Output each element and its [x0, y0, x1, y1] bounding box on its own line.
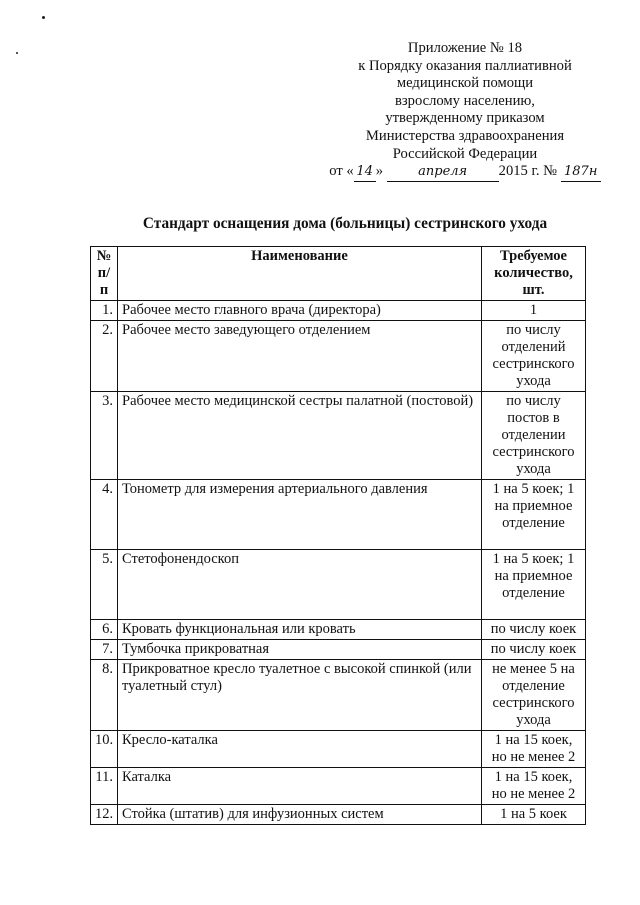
table-row — [91, 392, 586, 480]
date-year: 2015 г. № — [498, 163, 558, 180]
row-number: 11. — [91, 768, 118, 805]
table-row — [91, 620, 586, 640]
item-name: Рабочее место главного врача (директора) — [118, 301, 482, 321]
table-row — [91, 301, 586, 321]
item-quantity: 1 на 5 коек; 1 на приемное отделение — [482, 550, 586, 620]
row-number: 1. — [91, 301, 118, 321]
table-row — [91, 321, 586, 392]
table-row — [91, 660, 586, 731]
item-quantity: 1 — [482, 301, 586, 321]
equipment-table — [90, 246, 586, 825]
appendix-line: Приложение № 18 — [407, 40, 523, 56]
item-name: Стетофонендоскоп — [118, 550, 482, 620]
table-row — [91, 731, 586, 768]
item-quantity: 1 на 5 коек — [482, 805, 586, 825]
row-number: 10. — [91, 731, 118, 768]
item-name: Кровать функциональная или кровать — [118, 620, 482, 640]
item-name: Тонометр для измерения артериального давления — [118, 480, 482, 550]
row-number: 5. — [91, 550, 118, 620]
row-number: 4. — [91, 480, 118, 550]
item-name: Рабочее место заведующего отделением — [118, 321, 482, 392]
appendix-line: к Порядку оказания паллиативной — [358, 57, 572, 74]
table-row — [91, 480, 586, 550]
order-number: 187н — [561, 163, 601, 182]
table-row — [91, 640, 586, 660]
row-number: 7. — [91, 640, 118, 660]
row-number: 12. — [91, 805, 118, 825]
header-num: № п/п — [91, 247, 118, 301]
item-quantity: по числу постов в отделении сестринского ухода — [482, 392, 586, 480]
appendix-line: утвержденному приказом — [385, 110, 545, 127]
row-number: 8. — [91, 660, 118, 731]
item-quantity: по числу отделений сестринского ухода — [482, 321, 586, 392]
row-number: 6. — [91, 620, 118, 640]
appendix-line: взрослому населению, — [395, 92, 535, 109]
item-quantity: по числу коек — [482, 640, 586, 660]
row-number: 2. — [91, 321, 118, 392]
date-month: апреля — [387, 163, 499, 182]
item-name: Кресло-каталка — [118, 731, 482, 768]
item-quantity: 1 на 15 коек, но не менее 2 — [482, 768, 586, 805]
order-date-line — [320, 163, 610, 182]
header-name: Наименование — [118, 247, 482, 301]
appendix-header — [320, 40, 610, 182]
date-day: 14 — [354, 163, 376, 182]
table-row — [91, 805, 586, 825]
header-qty: Требуемое количество, шт. — [482, 247, 586, 301]
item-quantity: по числу коек — [482, 620, 586, 640]
row-number: 3. — [91, 392, 118, 480]
item-name: Прикроватное кресло туалетное с высокой спинкой (или туалетный стул) — [118, 660, 482, 731]
document-title: Стандарт оснащения дома (больницы) сестринского ухода — [142, 215, 548, 232]
table-header-row — [91, 247, 586, 301]
item-name: Каталка — [118, 768, 482, 805]
table-body — [91, 301, 586, 825]
date-mid: » — [375, 163, 383, 180]
appendix-line: Министерства здравоохранения — [365, 127, 565, 144]
appendix-line: медицинской помощи — [396, 75, 534, 92]
table-row — [91, 768, 586, 805]
item-quantity: 1 на 15 коек, но не менее 2 — [482, 731, 586, 768]
table-row — [91, 550, 586, 620]
date-prefix: от « — [329, 163, 354, 180]
item-quantity: 1 на 5 коек; 1 на приемное отделение — [482, 480, 586, 550]
scan-speck — [16, 52, 18, 54]
scan-speck — [42, 16, 45, 19]
item-name: Тумбочка прикроватная — [118, 640, 482, 660]
item-name: Рабочее место медицинской сестры палатной (постовой) — [118, 392, 482, 480]
item-quantity: не менее 5 на отделение сестринского ухода — [482, 660, 586, 731]
appendix-line: Российской Федерации — [392, 145, 538, 162]
item-name: Стойка (штатив) для инфузионных систем — [118, 805, 482, 825]
